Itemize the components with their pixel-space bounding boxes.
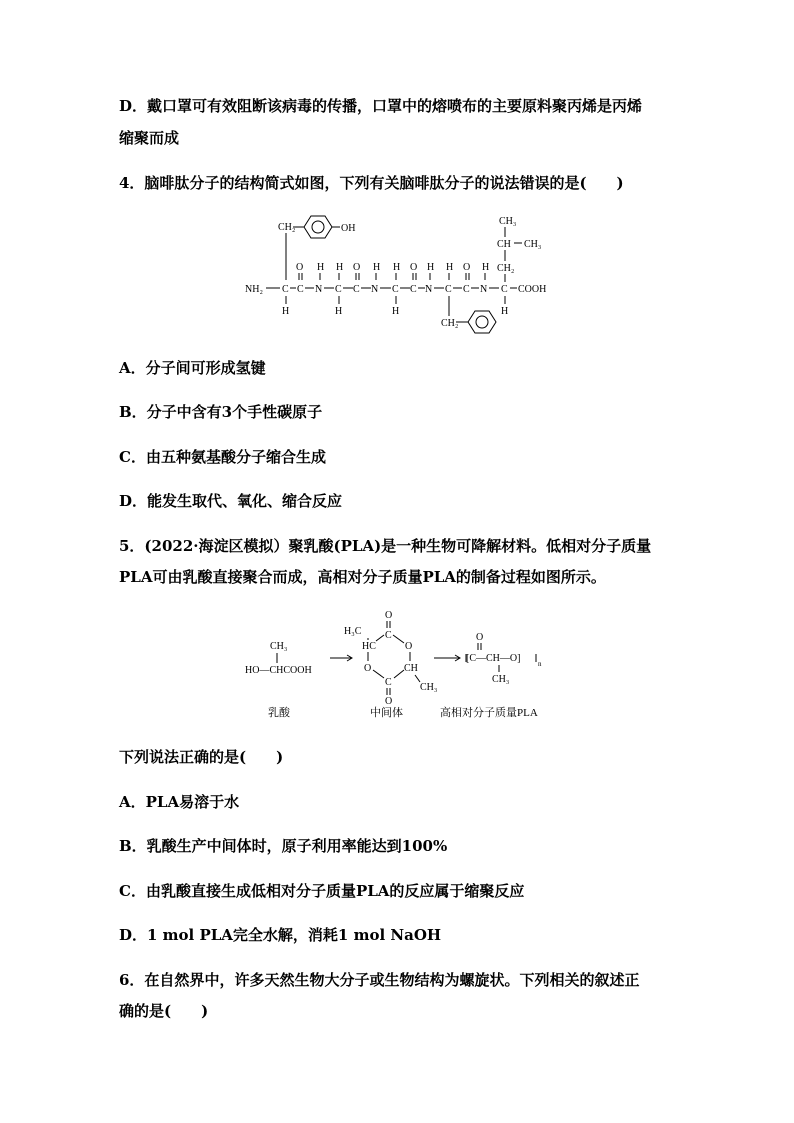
q5-bond [394,670,404,678]
q4-label-h: H [335,306,343,317]
q4-enkephalin-structure [240,210,570,335]
q4-label-c: C [463,284,470,295]
q5-bond [373,670,384,678]
q4-label-c: C [392,284,399,295]
q3-option-d-line1: D．戴口罩可有效阻断该病毒的传播，口罩中的熔喷布的主要原料聚丙烯是丙烯 [119,97,643,115]
q5-label-o-top: O [385,610,393,621]
q5-label-o-bottom: O [385,696,393,707]
q4-label-h: H [336,262,344,273]
q5-polymer-n: n [538,660,542,668]
q5-label-ch3-ring: CH₃ [420,682,438,693]
q5-label-c-bottom: C [385,677,392,688]
q4-phenol-ring [304,216,332,238]
q4-label-nh2: NH₂ [245,284,263,295]
q5-label-hc: HC [362,641,376,652]
q4-label-h: H [482,262,490,273]
q5-stem-line2: PLA可由乳酸直接聚合而成，高相对分子质量PLA的制备过程如图所示。 [119,568,606,586]
q4-label-n: N [315,284,323,295]
q6-stem-line1: 6．在自然界中，许多天然生物大分子或生物结构为螺旋状。下列相关的叙述正 [119,971,640,989]
q5-label-h3c: H₃C [344,626,362,637]
q4-label-c: C [501,284,508,295]
q4-benzene-ring-circle [476,316,488,328]
q4-option-c: C．由五种氨基酸分子缩合生成 [119,448,326,466]
q4-label-oh: OH [341,223,356,234]
q5-question: 下列说法正确的是( ) [119,748,284,766]
q5-caption-lactic: 乳酸 [268,707,290,719]
q5-stem-line1: 5．(2022·海淀区模拟）聚乳酸(PLA)是一种生物可降解材料。低相对分子质量 [119,537,652,555]
q4-label-h: H [373,262,381,273]
q4-phenol-ring-circle [312,221,324,233]
q5-bond [393,635,404,643]
q5-label-o-ring-right: O [405,641,413,652]
q5-option-b: B．乳酸生产中间体时，原子利用率能达到100% [119,837,448,855]
q5-lactic-formula: HO—CHCOOH [245,665,312,676]
q4-label-n: N [480,284,488,295]
q4-label-h: H [501,306,509,317]
q5-label-c-top: C [385,630,392,641]
q5-caption-intermediate: 中间体 [370,707,403,719]
q5-option-d: D．1 mol PLA完全水解，消耗1 mol NaOH [119,926,442,944]
q4-label-ch3-right: CH₃ [524,239,542,250]
q4-label-n: N [371,284,379,295]
q4-label-h: H [317,262,325,273]
q5-label-ch-ring: CH [404,663,418,674]
q4-label-h: H [282,306,290,317]
q4-option-d: D．能发生取代、氧化、缩合反应 [119,492,343,510]
q4-benzene-ring [468,311,496,333]
q4-option-a: A．分子间可形成氢键 [119,359,266,377]
q4-label-c: C [445,284,452,295]
q4-label-c: C [335,284,342,295]
q5-caption-pla: 高相对分子质量PLA [440,707,538,719]
q5-bond [376,635,384,641]
q4-label-h: H [393,262,401,273]
q4-label-ch2-phe: CH₂ [441,318,459,329]
q4-label-ch2-tyr: CH₂ [278,222,296,233]
q4-label-ch: CH [497,239,511,250]
q4-label-o4: O [463,262,471,273]
q5-label-o-ring-left: O [364,663,372,674]
q5-pla-reaction-scheme [240,608,570,726]
q5-label-ch3-polymer: CH₃ [492,674,510,685]
q4-label-h: H [427,262,435,273]
q5-bond [415,675,420,682]
q4-label-h: H [392,306,400,317]
q5-polymer-formula: [C—CH—O] [466,653,521,664]
q4-label-h: H [446,262,454,273]
q5-label-ch3-lactic: CH₃ [270,641,288,652]
q4-label-ch2-leu: CH₂ [497,263,515,274]
q4-label-c: C [297,284,304,295]
q4-label-c: C [282,284,289,295]
q4-label-cooh: COOH [518,284,547,295]
q5-option-a: A．PLA易溶于水 [119,793,240,811]
q4-label-o1: O [296,262,304,273]
q4-label-c: C [353,284,360,295]
q3-option-d-line2: 缩聚而成 [119,129,180,147]
q4-label-c: C [410,284,417,295]
q5-option-c: C．由乳酸直接生成低相对分子质量PLA的反应属于缩聚反应 [119,882,525,900]
q6-stem-line2: 确的是( ) [119,1002,209,1020]
q4-label-n: N [425,284,433,295]
q4-label-o2: O [353,262,361,273]
q4-label-ch3-top: CH₃ [499,216,517,227]
q4-option-b: B．分子中含有3个手性碳原子 [119,403,323,421]
q4-stem: 4．脑啡肽分子的结构简式如图，下列有关脑啡肽分子的说法错误的是( ) [119,174,624,192]
q4-label-o3: O [410,262,418,273]
q5-label-o-polymer: O [476,632,484,643]
